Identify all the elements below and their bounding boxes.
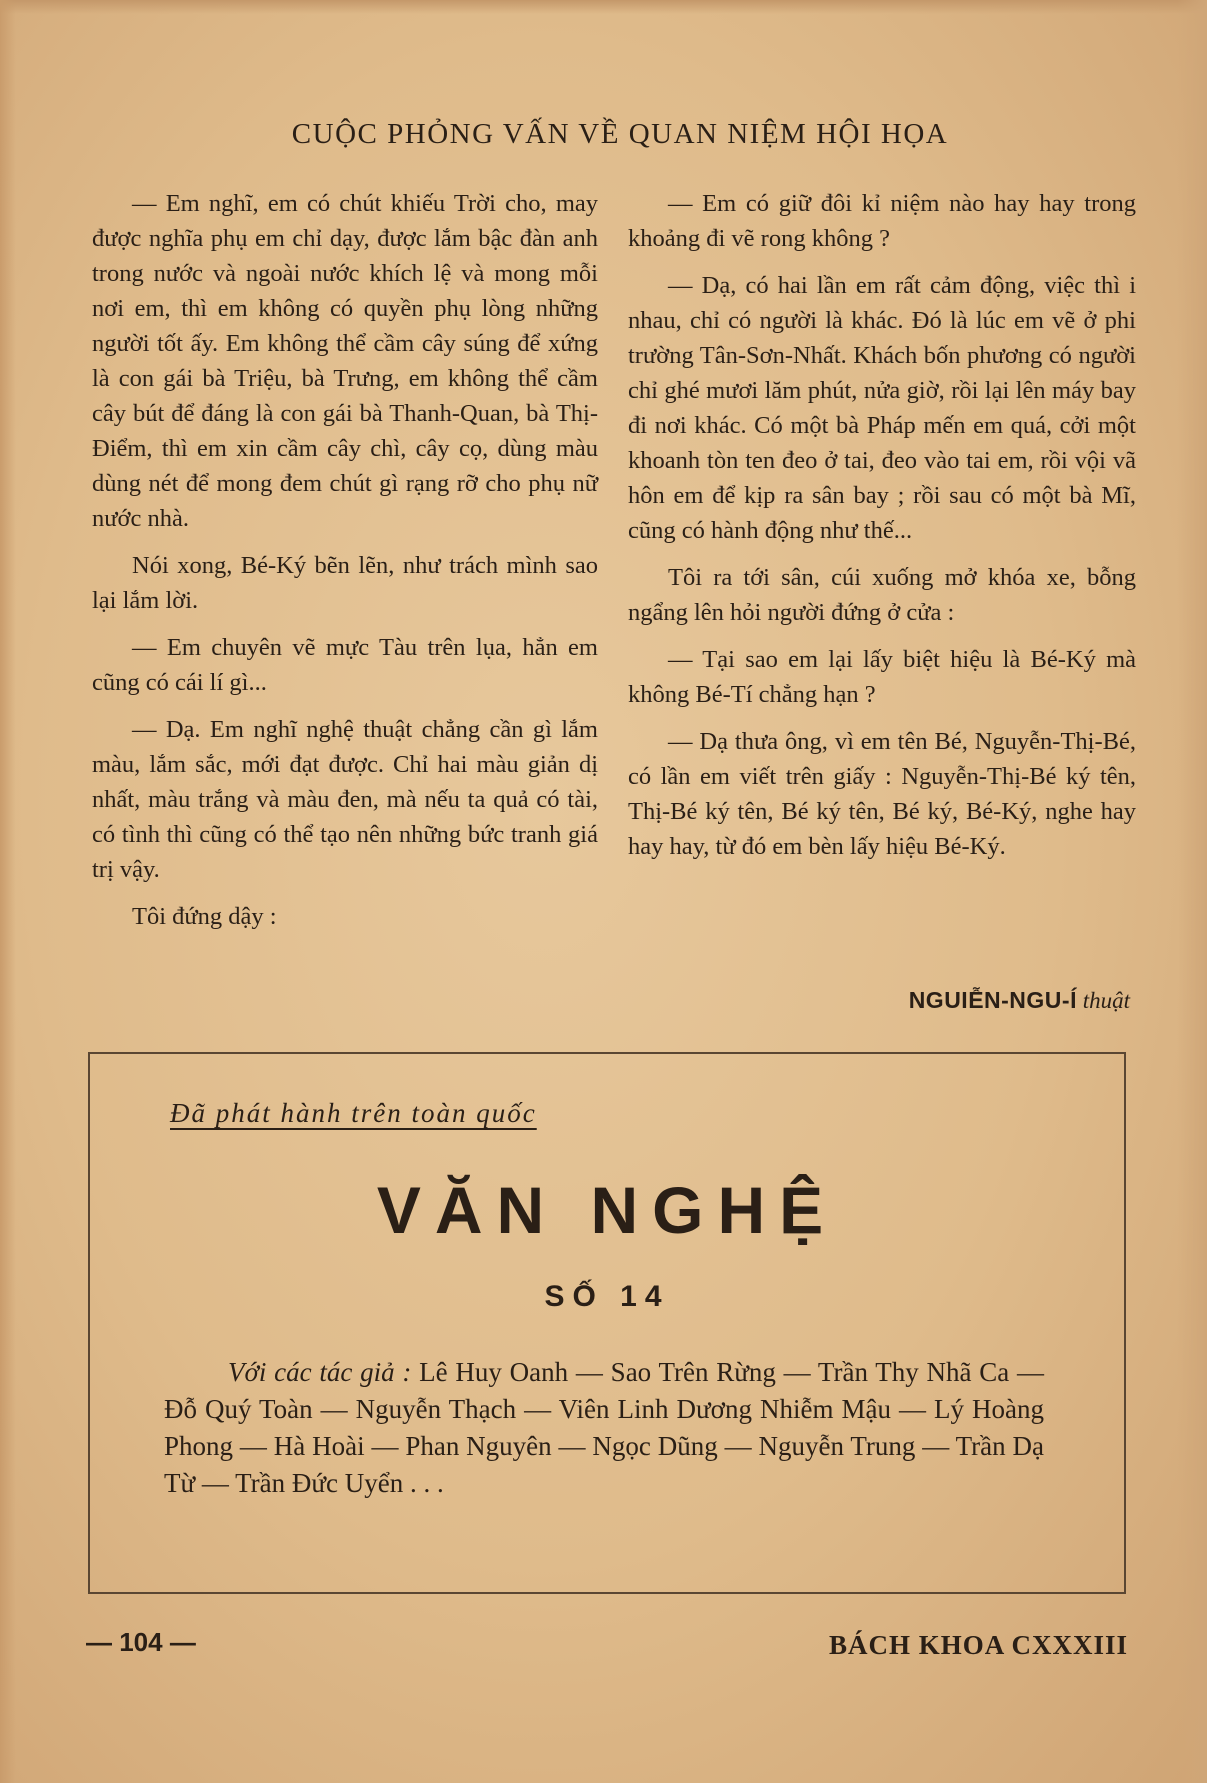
ad-title: VĂN NGHỆ: [376, 1173, 838, 1247]
paragraph: Tôi đứng dậy :: [132, 903, 277, 930]
paragraph: — Em nghĩ, em có chút khiếu Trời cho, may được nghĩa phụ em chỉ dạy, được lắm bậc đàn anh trong nước và ngoài nước khích lệ và mong mỗi nơi em, thì em không có quyền phụ lòng những người tốt ấy. Em không thể cầm cây súng để xứng là con gái bà Triệu, bà Trưng, em không thể cầm cây bút để đáng là con gái bà Thanh-Quan, bà Thị-Điểm, thì em xin cầm cây chì, cây cọ, dùng màu dùng nét để mong đem chút gì rạng rỡ cho phụ nữ nước nhà.: [92, 190, 598, 532]
signature-role: thuật: [1082, 988, 1130, 1013]
ad-authors-names: Lê Huy Oanh — Sao Trên Rừng — Trần Thy Nhã Ca — Đỗ Quý Toàn — Nguyễn Thạch — Viên Linh Dương Nhiễm Mậu — Lý Hoàng Phong — Hà Hoài — Phan Nguyên — Ngọc Dũng — Nguyễn Trung — Trần Dạ Từ — Trần Đức Uyển . . .: [164, 1357, 1044, 1498]
paragraph: — Em có giữ đôi kỉ niệm nào hay hay trong khoảng đi vẽ rong không ?: [628, 190, 1136, 252]
paragraph: — Dạ. Em nghĩ nghệ thuật chẳng cần gì lắm màu, lắm sắc, mới đạt được. Chỉ hai màu giản dị nhất, màu trắng và màu đen, mà nếu ta quả có tài, có tình thì cũng có thể tạo nên những bức tranh giá trị vậy.: [92, 716, 598, 883]
ad-authors-list: [164, 1354, 1044, 1502]
paragraph: — Dạ, có hai lần em rất cảm động, việc thì i nhau, chỉ có người là khác. Đó là lúc em vẽ ở phi trường Tân-Sơn-Nhất. Khách bốn phương có người chỉ ghé mươi lăm phút, nửa giờ, rồi lại lên máy bay đi nơi khác. Có một bà Pháp mến em quá, cởi một khoanh tòn ten đeo ở tai, đeo vào tai em, rồi vội vã hôn em để kịp ra sân bay ; rồi sau có một bà Mĩ, cũng có hành động như thế...: [628, 272, 1136, 544]
paper-edge-top: [0, 0, 1207, 14]
right-column: [628, 186, 1136, 876]
running-title: CUỘC PHỎNG VẤN VỀ QUAN NIỆM HỘI HỌA: [291, 118, 949, 150]
ad-tagline: Đã phát hành trên toàn quốc: [170, 1098, 537, 1128]
paragraph: Tôi ra tới sân, cúi xuống mở khóa xe, bỗng ngẩng lên hỏi người đứng ở cửa :: [628, 564, 1136, 626]
paragraph: — Tại sao em lại lấy biệt hiệu là Bé-Ký mà không Bé-Tí chẳng hạn ?: [628, 646, 1136, 708]
ad-issue-number: SỐ 14: [544, 1280, 670, 1313]
paragraph: — Em chuyên vẽ mực Tàu trên lụa, hẳn em cũng có cái lí gì...: [92, 634, 598, 696]
paragraph: Nói xong, Bé-Ký bẽn lẽn, như trách mình sao lại lắm lời.: [92, 552, 598, 614]
page-number: — 104 —: [86, 1627, 196, 1657]
paper-edge-left: [0, 0, 16, 1783]
journal-name: BÁCH KHOA CXXXIII: [828, 1630, 1128, 1660]
signature-name: NGUIỄN-NGU-Í: [908, 987, 1077, 1013]
left-column: [92, 186, 598, 946]
author-signature: [800, 987, 1130, 1014]
advertisement-box: [88, 1052, 1126, 1594]
ad-authors-intro: Với các tác giả :: [228, 1357, 412, 1387]
paragraph: — Dạ thưa ông, vì em tên Bé, Nguyễn-Thị-Bé, có lần em viết trên giấy : Nguyễn-Thị-Bé ký tên, Thị-Bé ký tên, Bé ký tên, Bé ký, Bé-Ký, nghe hay hay hay, từ đó em bèn lấy hiệu Bé-Ký.: [628, 728, 1136, 860]
paper-edge-right: [1177, 0, 1207, 1783]
